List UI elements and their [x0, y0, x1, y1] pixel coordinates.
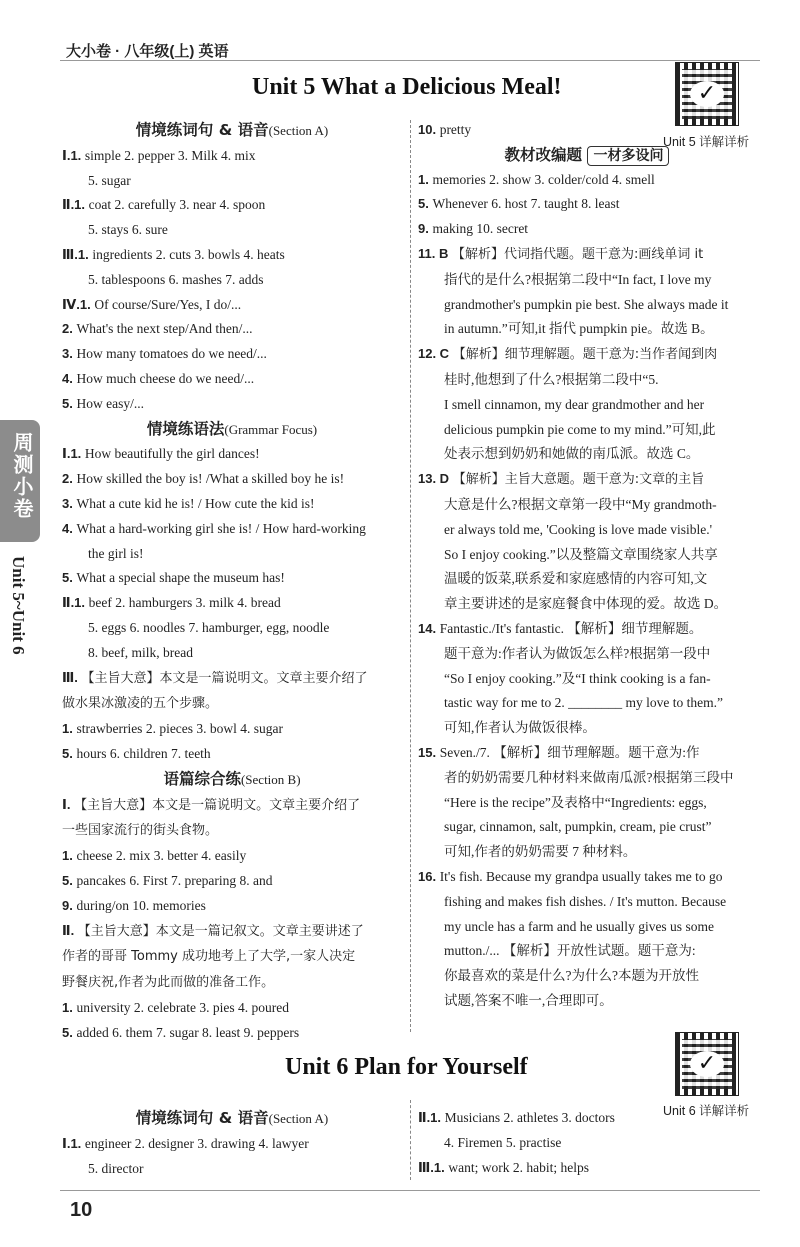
- answer-number: 10.: [418, 122, 440, 137]
- answer-line: [62, 996, 402, 1021]
- answer-number: Ⅲ.1.: [62, 246, 93, 262]
- answer-text: my uncle has a farm and he usually gives us some: [444, 918, 714, 934]
- answer-line: [418, 766, 756, 791]
- answer-number: 1.: [62, 721, 77, 737]
- answer-line: [418, 342, 756, 368]
- answer-line: [418, 592, 756, 617]
- answer-text: How beautifully the girl dances!: [84, 446, 260, 462]
- answer-line: [62, 193, 402, 218]
- answer-text: 【主旨大意】本文是一篇记叙文。文章主要讲述了: [77, 923, 364, 939]
- answer-text: 5. tablespoons 6. mashes 7. adds: [88, 271, 264, 287]
- answer-text: 【解析】细节理解题。题干意为:当作者闻到肉: [452, 347, 718, 363]
- answer-number: 9.: [62, 897, 77, 913]
- section-heading-badge: 一材多设问: [587, 146, 669, 166]
- answer-number: 9.: [418, 221, 433, 237]
- column-divider: [410, 1100, 411, 1180]
- answer-number: Ⅱ.1.: [418, 1110, 445, 1125]
- answer-text: 者的奶奶需要几种材料来做南瓜派?根据第三段中: [444, 769, 734, 785]
- answer-number: 15.: [418, 744, 440, 760]
- answer-line: [418, 217, 756, 242]
- unit5-title: Unit 5 What a Delicious Meal!: [252, 74, 562, 100]
- answer-text: “Here is the recipe”及表格中“Ingredients: eggs,: [444, 794, 707, 810]
- answer-line: [418, 791, 756, 816]
- header-rule: [60, 60, 760, 61]
- answer-number: Ⅰ.: [62, 796, 75, 812]
- answer-text: 温暖的饭菜,联系爱和家庭感情的内容可知,文: [444, 571, 708, 587]
- answer-text: I smell cinnamon, my dear grandmother and her: [444, 396, 705, 412]
- answer-text: the girl is!: [88, 545, 144, 561]
- answer-text: 做水果冰激凌的五个步骤。: [62, 696, 219, 712]
- answer-line: [418, 989, 756, 1014]
- answer-line: [418, 118, 756, 143]
- answer-line: [62, 919, 402, 945]
- answer-text: 4. Firemen 5. practise: [444, 1134, 562, 1150]
- answer-number: Ⅰ.1.: [62, 446, 85, 462]
- unit5-qr-caption: Unit 5 详解详析: [663, 135, 750, 149]
- answer-line: [62, 218, 402, 243]
- section-heading-text: 教材改编题: [504, 145, 588, 164]
- answer-line: [418, 890, 756, 915]
- answer-text: What a special shape the museum has!: [76, 570, 285, 586]
- answer-text: Musicians 2. athletes 3. doctors: [444, 1110, 615, 1125]
- section-heading-text: 情境练词句 & 语音: [135, 121, 269, 139]
- answer-line: [62, 742, 402, 767]
- answer-line: [62, 542, 402, 567]
- answer-number: 5.: [62, 395, 77, 411]
- answer-line: [418, 915, 756, 940]
- answer-line: [418, 1156, 756, 1181]
- answer-text: 5. eggs 6. noodles 7. hamburger, egg, noodle: [88, 619, 330, 635]
- answer-line: [62, 566, 402, 591]
- answer-line: [418, 317, 756, 342]
- answer-text: delicious pumpkin pie come to my mind.”可知,此: [444, 421, 716, 437]
- answer-text: mutton./... 【解析】开放性试题。题干意为:: [444, 943, 696, 959]
- answer-text: 大意是什么?根据文章第一段中“My grandmoth-: [444, 496, 717, 512]
- answer-text: 5. director: [88, 1160, 144, 1176]
- answer-line: [62, 517, 402, 542]
- answer-text: memories 2. show 3. colder/cold 4. smell: [432, 171, 655, 187]
- answer-line: [418, 293, 756, 318]
- answer-text: Whenever 6. host 7. taught 8. least: [432, 196, 620, 212]
- answer-number: 5.: [62, 872, 77, 888]
- answer-line: [418, 242, 756, 268]
- answer-text: coat 2. carefully 3. near 4. spoon: [88, 197, 266, 213]
- answer-line: [418, 393, 756, 418]
- answer-text: So I enjoy cooking.”以及整篇文章围绕家人共享: [444, 546, 718, 562]
- answer-line: [62, 591, 402, 616]
- page-number: 10: [70, 1199, 93, 1221]
- answer-line: [62, 342, 402, 367]
- answer-number: 5.: [62, 570, 77, 586]
- answer-line: [418, 617, 756, 642]
- answer-line: [418, 192, 756, 217]
- answer-number: Ⅱ.: [62, 922, 78, 938]
- answer-line: [418, 418, 756, 443]
- unit6-title: Unit 6 Plan for Yourself: [285, 1054, 528, 1080]
- answer-number: 2.: [62, 471, 77, 487]
- answer-line: [62, 894, 402, 919]
- answer-number: Ⅰ.1.: [62, 147, 85, 163]
- answer-text: strawberries 2. pieces 3. bowl 4. sugar: [76, 721, 284, 737]
- answer-number: 4.: [62, 520, 77, 536]
- answer-line: [418, 964, 756, 989]
- answer-number: 13. D: [418, 471, 453, 487]
- answer-line: [62, 944, 402, 970]
- answer-text: tastic way for me to 2. ________ my love to them.”: [444, 695, 723, 711]
- answer-text: How easy/...: [76, 395, 144, 411]
- answer-text: cheese 2. mix 3. better 4. easily: [76, 848, 247, 864]
- answer-line: [62, 844, 402, 869]
- answer-line: [62, 392, 402, 417]
- answer-text: 试题,答案不唯一,合理即可。: [444, 992, 613, 1008]
- answer-line: [418, 939, 756, 964]
- answer-text: 作者的哥哥 Tommy 成功地考上了大学,一家人决定: [62, 949, 356, 965]
- answer-text: 【主旨大意】本文是一篇说明文。文章主要介绍了: [81, 670, 368, 686]
- answer-text: 5. sugar: [88, 172, 131, 188]
- answer-line: [418, 467, 756, 493]
- answer-text: What a cute kid he is! / How cute the kid is!: [76, 495, 315, 511]
- section-heading-sub: (Section A): [268, 123, 329, 138]
- answer-line: [418, 168, 756, 193]
- answer-line: [62, 970, 402, 996]
- answer-text: simple 2. pepper 3. Milk 4. mix: [84, 147, 256, 163]
- section-heading-text: 情境练词句 & 语音: [135, 1109, 269, 1127]
- section-heading-sub: (Section B): [240, 771, 301, 787]
- section-heading: [62, 417, 402, 443]
- answer-text: 5. stays 6. sure: [88, 222, 168, 238]
- answer-text: beef 2. hamburgers 3. milk 4. bread: [88, 595, 281, 611]
- answer-number: 4.: [62, 370, 77, 386]
- answer-number: 2.: [62, 321, 77, 337]
- section-heading-sub: (Grammar Focus): [224, 421, 318, 437]
- answer-text: hours 6. children 7. teeth: [76, 745, 211, 761]
- answer-text: 章主要讲述的是家庭餐食中体现的爱。故选 D。: [444, 596, 728, 612]
- answer-line: [418, 667, 756, 692]
- answer-line: [62, 467, 402, 492]
- side-tab-label: 周测小卷: [10, 432, 34, 520]
- answer-line: [62, 616, 402, 641]
- answer-line: [418, 691, 756, 716]
- answer-line: [62, 717, 402, 742]
- answer-text: 可知,作者的奶奶需要 7 种材料。: [444, 844, 637, 860]
- answer-number: 1.: [62, 848, 77, 864]
- section-heading-text: 语篇综合练: [163, 769, 241, 788]
- answer-text: er always told me, 'Cooking is love made visible.': [444, 521, 713, 537]
- answer-text: 8. beef, milk, bread: [88, 644, 193, 660]
- answer-text: pretty: [439, 122, 472, 137]
- answer-line: [62, 793, 402, 819]
- answer-line: [418, 493, 756, 518]
- answer-text: Seven./7. 【解析】细节理解题。题干意为:作: [439, 744, 700, 760]
- answer-number: 5.: [62, 745, 77, 761]
- unit5-right-column: [418, 118, 756, 1014]
- answer-text: What's the next step/And then/...: [76, 321, 253, 337]
- answer-line: [62, 869, 402, 894]
- answer-number: Ⅰ.1.: [62, 1135, 85, 1151]
- answer-text: What a hard-working girl she is! / How hard-working: [76, 520, 366, 536]
- answer-line: [418, 442, 756, 467]
- answer-text: It's fish. Because my grandpa usually takes me to go: [439, 868, 723, 884]
- answer-text: 处表示想到奶奶和她做的南瓜派。故选 C。: [444, 446, 700, 462]
- answer-line: [418, 1106, 756, 1131]
- answer-number: 1.: [62, 999, 77, 1015]
- answer-text: ingredients 2. cuts 3. bowls 4. heats: [92, 246, 285, 262]
- answer-number: Ⅲ.: [62, 669, 82, 685]
- answer-line: [418, 518, 756, 543]
- answer-number: 11. B: [418, 245, 452, 261]
- section-heading: [418, 143, 756, 168]
- unit6-left-column: [62, 1106, 402, 1181]
- answer-text: 指代的是什么?根据第二段中“In fact, I love my: [444, 271, 712, 287]
- answer-line: [418, 815, 756, 840]
- answer-line: [418, 642, 756, 667]
- column-divider: [410, 120, 411, 1032]
- answer-line: [62, 641, 402, 666]
- answer-line: [62, 1157, 402, 1182]
- answer-text: 可知,作者认为做饭很棒。: [444, 720, 596, 736]
- answer-text: 【解析】主旨大意题。题干意为:文章的主旨: [452, 472, 705, 488]
- answer-text: added 6. them 7. sugar 8. least 9. peppers: [76, 1024, 300, 1040]
- answer-text: How much cheese do we need/...: [76, 370, 255, 386]
- answer-line: [418, 268, 756, 293]
- footer-rule: [60, 1190, 760, 1191]
- answer-text: fishing and makes fish dishes. / It's mutton. Because: [444, 893, 727, 909]
- answer-line: [418, 865, 756, 890]
- answer-number: 5.: [62, 1024, 77, 1040]
- answer-text: 【主旨大意】本文是一篇说明文。文章主要介绍了: [74, 797, 361, 813]
- answer-number: Ⅳ.1.: [62, 296, 95, 312]
- answer-line: [62, 1132, 402, 1157]
- unit6-qr-caption: Unit 6 详解详析: [663, 1104, 750, 1118]
- section-heading: [62, 1106, 402, 1132]
- answer-line: [62, 243, 402, 268]
- answer-line: [418, 543, 756, 568]
- answer-text: pancakes 6. First 7. preparing 8. and: [76, 872, 273, 888]
- section-heading: [62, 118, 402, 144]
- unit5-left-column: [62, 118, 402, 1045]
- answer-line: [62, 144, 402, 169]
- answer-line: [62, 268, 402, 293]
- answer-line: [62, 293, 402, 318]
- answer-number: 14.: [418, 620, 440, 636]
- answer-text: grandmother's pumpkin pie best. She always made it: [444, 296, 729, 312]
- answer-number: 5.: [418, 196, 433, 212]
- answer-text: Fantastic./It's fantastic. 【解析】细节理解题。: [439, 620, 703, 636]
- answer-line: [62, 442, 402, 467]
- answer-number: 3.: [62, 495, 77, 511]
- answer-text: 野餐庆祝,作者为此而做的准备工作。: [62, 975, 275, 991]
- answer-text: engineer 2. designer 3. drawing 4. lawyer: [84, 1135, 309, 1151]
- answer-text: want; work 2. habit; helps: [448, 1159, 589, 1175]
- answer-line: [418, 368, 756, 393]
- unit6-right-column: [418, 1106, 756, 1180]
- answer-line: [62, 367, 402, 392]
- section-heading-text: 情境练语法: [146, 419, 225, 438]
- qr-code-icon[interactable]: ✓: [675, 62, 739, 126]
- qr-code-icon[interactable]: ✓: [675, 1032, 739, 1096]
- answer-line: [418, 741, 756, 766]
- answer-text: university 2. celebrate 3. pies 4. poured: [76, 999, 290, 1015]
- section-heading: [62, 767, 402, 793]
- answer-number: 1.: [418, 171, 433, 187]
- answer-text: 【解析】代词指代题。题干意为:画线单词 it: [451, 246, 704, 262]
- answer-line: [418, 716, 756, 741]
- answer-text: making 10. secret: [432, 221, 529, 237]
- answer-line: [62, 666, 402, 692]
- answer-number: 12. C: [418, 346, 453, 362]
- answer-line: [62, 317, 402, 342]
- answer-text: in autumn.”可知,it 指代 pumpkin pie。故选 B。: [444, 321, 714, 337]
- answer-number: Ⅱ.1.: [62, 595, 89, 611]
- answer-line: [62, 691, 402, 717]
- side-tab: [0, 420, 40, 542]
- answer-line: [418, 840, 756, 865]
- answer-text: How skilled the boy is! /What a skilled boy he is!: [76, 471, 345, 487]
- answer-number: 16.: [418, 868, 440, 884]
- answer-text: 桂时,他想到了什么?根据第二段中“5.: [444, 371, 659, 387]
- answer-text: during/on 10. memories: [76, 897, 206, 913]
- answer-text: “So I enjoy cooking.”及“I think cooking is a fan-: [444, 670, 711, 686]
- answer-text: Of course/Sure/Yes, I do/...: [94, 296, 242, 312]
- answer-number: 3.: [62, 346, 77, 362]
- answer-line: [418, 567, 756, 592]
- answer-number: Ⅱ.1.: [62, 197, 89, 213]
- answer-text: How many tomatoes do we need/...: [76, 346, 267, 362]
- answer-line: [62, 492, 402, 517]
- answer-line: [62, 1021, 402, 1046]
- header-title: 大小卷 · 八年级(上) 英语: [66, 43, 229, 60]
- answer-line: [62, 818, 402, 844]
- answer-text: 你最喜欢的菜是什么?为什么?本题为开放性: [444, 968, 699, 984]
- answer-text: 一些国家流行的街头食物。: [62, 823, 219, 839]
- answer-line: [418, 1131, 756, 1156]
- answer-line: [62, 169, 402, 194]
- answer-text: 题干意为:作者认为做饭怎么样?根据第一段中: [444, 645, 711, 661]
- answer-number: Ⅲ.1.: [418, 1159, 449, 1175]
- section-heading-sub: (Section A): [268, 1111, 329, 1126]
- answer-text: sugar, cinnamon, salt, pumpkin, cream, pie crust”: [444, 819, 712, 835]
- side-unit-range: Unit 5~Unit 6: [9, 556, 28, 655]
